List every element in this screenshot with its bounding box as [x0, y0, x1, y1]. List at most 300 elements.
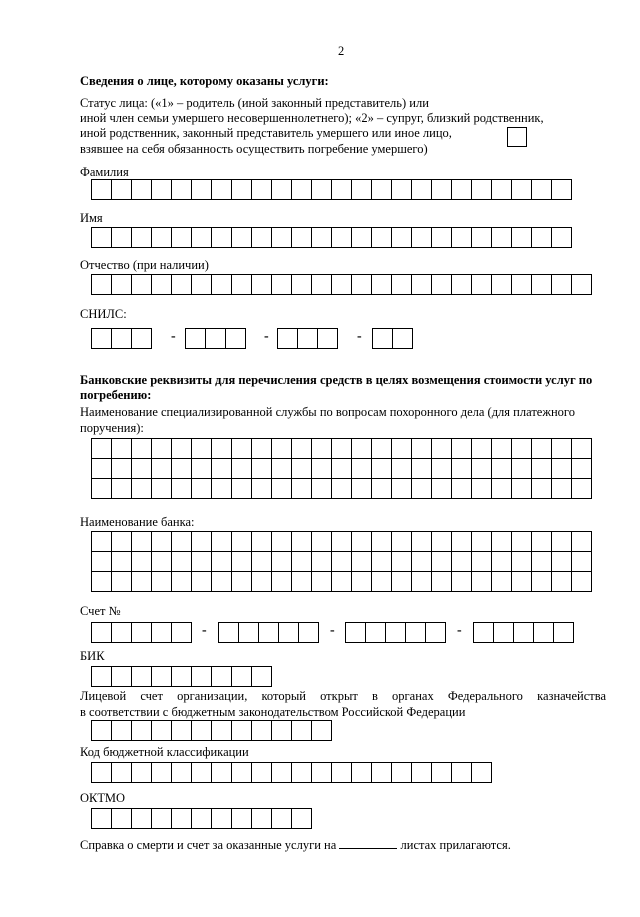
char-cell[interactable] — [291, 227, 312, 248]
char-cell[interactable] — [351, 179, 372, 200]
char-cell[interactable] — [491, 227, 512, 248]
char-cell[interactable] — [291, 438, 312, 459]
char-cell[interactable] — [571, 531, 592, 552]
char-cell[interactable] — [131, 438, 152, 459]
char-cell[interactable] — [171, 720, 192, 741]
char-cell[interactable] — [111, 478, 132, 499]
char-cell[interactable] — [211, 227, 232, 248]
char-cell[interactable] — [225, 328, 246, 349]
surname-field[interactable] — [91, 179, 571, 200]
char-cell[interactable] — [431, 762, 452, 783]
char-cell[interactable] — [238, 622, 259, 643]
char-cell[interactable] — [111, 274, 132, 295]
char-cell[interactable] — [171, 551, 192, 572]
char-cell[interactable] — [511, 227, 532, 248]
char-cell[interactable] — [191, 666, 212, 687]
char-cell[interactable] — [111, 571, 132, 592]
char-cell[interactable] — [471, 179, 492, 200]
char-cell[interactable] — [431, 438, 452, 459]
char-cell[interactable] — [131, 720, 152, 741]
char-cell[interactable] — [251, 227, 272, 248]
char-cell[interactable] — [471, 458, 492, 479]
char-cell[interactable] — [371, 551, 392, 572]
char-cell[interactable] — [291, 720, 312, 741]
char-cell[interactable] — [231, 227, 252, 248]
char-cell[interactable] — [111, 666, 132, 687]
char-cell[interactable] — [431, 274, 452, 295]
char-cell[interactable] — [151, 179, 172, 200]
char-cell[interactable] — [111, 458, 132, 479]
char-cell[interactable] — [151, 531, 172, 552]
char-cell[interactable] — [211, 551, 232, 572]
char-cell[interactable] — [258, 622, 279, 643]
char-cell[interactable] — [391, 227, 412, 248]
char-cell[interactable] — [451, 179, 472, 200]
char-cell[interactable] — [471, 551, 492, 572]
char-cell[interactable] — [171, 179, 192, 200]
char-cell[interactable] — [551, 274, 572, 295]
char-cell[interactable] — [151, 808, 172, 829]
char-cell[interactable] — [231, 808, 252, 829]
char-cell[interactable] — [211, 531, 232, 552]
account-field-part-1[interactable] — [91, 622, 191, 643]
char-cell[interactable] — [191, 808, 212, 829]
char-cell[interactable] — [231, 720, 252, 741]
char-cell[interactable] — [111, 531, 132, 552]
char-cell[interactable] — [291, 762, 312, 783]
char-cell[interactable] — [131, 622, 152, 643]
char-cell[interactable] — [531, 531, 552, 552]
char-cell[interactable] — [431, 531, 452, 552]
char-cell[interactable] — [218, 622, 239, 643]
char-cell[interactable] — [531, 478, 552, 499]
char-cell[interactable] — [471, 438, 492, 459]
char-cell[interactable] — [331, 179, 352, 200]
char-cell[interactable] — [451, 458, 472, 479]
char-cell[interactable] — [211, 666, 232, 687]
char-cell[interactable] — [231, 458, 252, 479]
char-cell[interactable] — [191, 762, 212, 783]
char-cell[interactable] — [491, 438, 512, 459]
char-cell[interactable] — [571, 478, 592, 499]
char-cell[interactable] — [372, 328, 393, 349]
char-cell[interactable] — [291, 478, 312, 499]
char-cell[interactable] — [411, 531, 432, 552]
char-cell[interactable] — [531, 274, 552, 295]
char-cell[interactable] — [191, 531, 212, 552]
char-cell[interactable] — [171, 274, 192, 295]
char-cell[interactable] — [131, 808, 152, 829]
char-cell[interactable] — [291, 274, 312, 295]
char-cell[interactable] — [171, 478, 192, 499]
char-cell[interactable] — [311, 458, 332, 479]
char-cell[interactable] — [317, 328, 338, 349]
char-cell[interactable] — [111, 179, 132, 200]
char-cell[interactable] — [91, 179, 112, 200]
char-cell[interactable] — [391, 458, 412, 479]
char-cell[interactable] — [431, 478, 452, 499]
char-cell[interactable] — [553, 622, 574, 643]
char-cell[interactable] — [251, 458, 272, 479]
char-cell[interactable] — [551, 551, 572, 572]
char-cell[interactable] — [251, 571, 272, 592]
char-cell[interactable] — [371, 531, 392, 552]
char-cell[interactable] — [471, 571, 492, 592]
char-cell[interactable] — [211, 274, 232, 295]
char-cell[interactable] — [551, 458, 572, 479]
char-cell[interactable] — [371, 227, 392, 248]
char-cell[interactable] — [491, 551, 512, 572]
char-cell[interactable] — [531, 551, 552, 572]
char-cell[interactable] — [191, 720, 212, 741]
char-cell[interactable] — [331, 438, 352, 459]
char-cell[interactable] — [251, 551, 272, 572]
char-cell[interactable] — [411, 179, 432, 200]
char-cell[interactable] — [111, 438, 132, 459]
char-cell[interactable] — [151, 762, 172, 783]
char-cell[interactable] — [91, 438, 112, 459]
char-cell[interactable] — [351, 227, 372, 248]
char-cell[interactable] — [211, 478, 232, 499]
char-cell[interactable] — [551, 179, 572, 200]
personal-account-field[interactable] — [91, 720, 331, 741]
char-cell[interactable] — [371, 274, 392, 295]
char-cell[interactable] — [91, 328, 112, 349]
char-cell[interactable] — [91, 808, 112, 829]
char-cell[interactable] — [411, 227, 432, 248]
char-cell[interactable] — [493, 622, 514, 643]
char-cell[interactable] — [271, 227, 292, 248]
char-cell[interactable] — [91, 720, 112, 741]
char-cell[interactable] — [371, 179, 392, 200]
char-cell[interactable] — [171, 666, 192, 687]
char-cell[interactable] — [231, 274, 252, 295]
char-cell[interactable] — [291, 571, 312, 592]
char-cell[interactable] — [511, 571, 532, 592]
char-cell[interactable] — [171, 531, 192, 552]
char-cell[interactable] — [551, 478, 572, 499]
char-cell[interactable] — [311, 720, 332, 741]
char-cell[interactable] — [533, 622, 554, 643]
char-cell[interactable] — [451, 531, 472, 552]
char-cell[interactable] — [91, 551, 112, 572]
char-cell[interactable] — [231, 571, 252, 592]
char-cell[interactable] — [271, 571, 292, 592]
char-cell[interactable] — [491, 274, 512, 295]
char-cell[interactable] — [251, 720, 272, 741]
account-field-part-3[interactable] — [345, 622, 445, 643]
char-cell[interactable] — [511, 551, 532, 572]
char-cell[interactable] — [431, 571, 452, 592]
char-cell[interactable] — [91, 762, 112, 783]
char-cell[interactable] — [451, 478, 472, 499]
char-cell[interactable] — [551, 438, 572, 459]
char-cell[interactable] — [278, 622, 299, 643]
char-cell[interactable] — [111, 762, 132, 783]
char-cell[interactable] — [91, 622, 112, 643]
char-cell[interactable] — [451, 571, 472, 592]
char-cell[interactable] — [211, 458, 232, 479]
char-cell[interactable] — [277, 328, 298, 349]
char-cell[interactable] — [471, 478, 492, 499]
snils-field-part-1[interactable] — [91, 328, 151, 349]
char-cell[interactable] — [297, 328, 318, 349]
char-cell[interactable] — [211, 720, 232, 741]
char-cell[interactable] — [311, 227, 332, 248]
grid-row[interactable] — [91, 478, 591, 499]
char-cell[interactable] — [411, 438, 432, 459]
char-cell[interactable] — [211, 762, 232, 783]
char-cell[interactable] — [111, 551, 132, 572]
grid-row[interactable] — [91, 438, 591, 459]
char-cell[interactable] — [392, 328, 413, 349]
char-cell[interactable] — [251, 438, 272, 459]
char-cell[interactable] — [271, 458, 292, 479]
char-cell[interactable] — [191, 478, 212, 499]
char-cell[interactable] — [451, 551, 472, 572]
char-cell[interactable] — [391, 551, 412, 572]
char-cell[interactable] — [451, 227, 472, 248]
char-cell[interactable] — [151, 571, 172, 592]
char-cell[interactable] — [251, 478, 272, 499]
patronymic-field[interactable] — [91, 274, 591, 295]
grid-row[interactable] — [91, 531, 591, 552]
char-cell[interactable] — [271, 808, 292, 829]
char-cell[interactable] — [431, 551, 452, 572]
char-cell[interactable] — [471, 762, 492, 783]
char-cell[interactable] — [311, 571, 332, 592]
char-cell[interactable] — [151, 551, 172, 572]
char-cell[interactable] — [551, 571, 572, 592]
char-cell[interactable] — [331, 551, 352, 572]
char-cell[interactable] — [231, 179, 252, 200]
char-cell[interactable] — [385, 622, 406, 643]
char-cell[interactable] — [191, 551, 212, 572]
char-cell[interactable] — [531, 227, 552, 248]
account-field-part-2[interactable] — [218, 622, 318, 643]
char-cell[interactable] — [431, 179, 452, 200]
char-cell[interactable] — [371, 762, 392, 783]
char-cell[interactable] — [571, 458, 592, 479]
char-cell[interactable] — [451, 762, 472, 783]
char-cell[interactable] — [251, 808, 272, 829]
char-cell[interactable] — [171, 762, 192, 783]
char-cell[interactable] — [311, 551, 332, 572]
char-cell[interactable] — [511, 179, 532, 200]
char-cell[interactable] — [151, 666, 172, 687]
char-cell[interactable] — [331, 274, 352, 295]
char-cell[interactable] — [511, 438, 532, 459]
char-cell[interactable] — [491, 458, 512, 479]
char-cell[interactable] — [551, 531, 572, 552]
char-cell[interactable] — [431, 227, 452, 248]
char-cell[interactable] — [331, 762, 352, 783]
char-cell[interactable] — [131, 551, 152, 572]
char-cell[interactable] — [131, 179, 152, 200]
char-cell[interactable] — [211, 571, 232, 592]
char-cell[interactable] — [473, 622, 494, 643]
char-cell[interactable] — [191, 179, 212, 200]
char-cell[interactable] — [271, 179, 292, 200]
char-cell[interactable] — [171, 227, 192, 248]
char-cell[interactable] — [471, 531, 492, 552]
char-cell[interactable] — [351, 531, 372, 552]
char-cell[interactable] — [271, 720, 292, 741]
char-cell[interactable] — [513, 622, 534, 643]
char-cell[interactable] — [171, 622, 192, 643]
snils-field-part-3[interactable] — [277, 328, 337, 349]
char-cell[interactable] — [531, 179, 552, 200]
char-cell[interactable] — [271, 478, 292, 499]
char-cell[interactable] — [151, 438, 172, 459]
char-cell[interactable] — [351, 478, 372, 499]
char-cell[interactable] — [491, 179, 512, 200]
char-cell[interactable] — [131, 531, 152, 552]
char-cell[interactable] — [291, 808, 312, 829]
char-cell[interactable] — [91, 274, 112, 295]
snils-field-part-2[interactable] — [185, 328, 245, 349]
char-cell[interactable] — [171, 438, 192, 459]
char-cell[interactable] — [191, 571, 212, 592]
char-cell[interactable] — [211, 438, 232, 459]
char-cell[interactable] — [311, 531, 332, 552]
char-cell[interactable] — [271, 274, 292, 295]
char-cell[interactable] — [571, 571, 592, 592]
char-cell[interactable] — [271, 438, 292, 459]
char-cell[interactable] — [298, 622, 319, 643]
char-cell[interactable] — [311, 274, 332, 295]
kbk-field[interactable] — [91, 762, 491, 783]
char-cell[interactable] — [171, 808, 192, 829]
char-cell[interactable] — [205, 328, 226, 349]
char-cell[interactable] — [251, 274, 272, 295]
account-field-part-4[interactable] — [473, 622, 573, 643]
char-cell[interactable] — [531, 438, 552, 459]
char-cell[interactable] — [131, 227, 152, 248]
char-cell[interactable] — [411, 478, 432, 499]
char-cell[interactable] — [211, 179, 232, 200]
char-cell[interactable] — [91, 478, 112, 499]
char-cell[interactable] — [391, 478, 412, 499]
char-cell[interactable] — [351, 571, 372, 592]
bank-name-field[interactable] — [91, 531, 591, 591]
char-cell[interactable] — [391, 571, 412, 592]
char-cell[interactable] — [111, 720, 132, 741]
char-cell[interactable] — [171, 571, 192, 592]
char-cell[interactable] — [331, 458, 352, 479]
sheet-count-blank[interactable] — [339, 836, 397, 849]
char-cell[interactable] — [111, 622, 132, 643]
oktmo-field[interactable] — [91, 808, 311, 829]
char-cell[interactable] — [231, 438, 252, 459]
char-cell[interactable] — [531, 571, 552, 592]
char-cell[interactable] — [405, 622, 426, 643]
char-cell[interactable] — [351, 458, 372, 479]
char-cell[interactable] — [131, 458, 152, 479]
char-cell[interactable] — [91, 666, 112, 687]
char-cell[interactable] — [411, 762, 432, 783]
char-cell[interactable] — [511, 478, 532, 499]
char-cell[interactable] — [91, 458, 112, 479]
char-cell[interactable] — [111, 808, 132, 829]
char-cell[interactable] — [271, 551, 292, 572]
char-cell[interactable] — [331, 531, 352, 552]
char-cell[interactable] — [471, 227, 492, 248]
char-cell[interactable] — [411, 551, 432, 572]
char-cell[interactable] — [131, 666, 152, 687]
grid-row[interactable] — [91, 571, 591, 592]
char-cell[interactable] — [471, 274, 492, 295]
char-cell[interactable] — [351, 762, 372, 783]
name-field[interactable] — [91, 227, 571, 248]
char-cell[interactable] — [411, 571, 432, 592]
char-cell[interactable] — [451, 438, 472, 459]
grid-row[interactable] — [91, 458, 591, 479]
char-cell[interactable] — [345, 622, 366, 643]
char-cell[interactable] — [571, 274, 592, 295]
char-cell[interactable] — [511, 274, 532, 295]
char-cell[interactable] — [371, 458, 392, 479]
char-cell[interactable] — [411, 274, 432, 295]
status-checkbox[interactable] — [507, 127, 527, 147]
char-cell[interactable] — [291, 458, 312, 479]
snils-field-part-4[interactable] — [372, 328, 412, 349]
char-cell[interactable] — [311, 438, 332, 459]
service-name-field[interactable] — [91, 438, 591, 498]
char-cell[interactable] — [251, 531, 272, 552]
char-cell[interactable] — [151, 227, 172, 248]
char-cell[interactable] — [131, 274, 152, 295]
char-cell[interactable] — [91, 531, 112, 552]
char-cell[interactable] — [151, 720, 172, 741]
char-cell[interactable] — [185, 328, 206, 349]
char-cell[interactable] — [371, 571, 392, 592]
char-cell[interactable] — [131, 328, 152, 349]
char-cell[interactable] — [191, 458, 212, 479]
char-cell[interactable] — [331, 227, 352, 248]
char-cell[interactable] — [291, 531, 312, 552]
char-cell[interactable] — [151, 274, 172, 295]
char-cell[interactable] — [351, 438, 372, 459]
char-cell[interactable] — [291, 179, 312, 200]
char-cell[interactable] — [331, 478, 352, 499]
char-cell[interactable] — [391, 438, 412, 459]
char-cell[interactable] — [191, 274, 212, 295]
char-cell[interactable] — [91, 571, 112, 592]
char-cell[interactable] — [365, 622, 386, 643]
char-cell[interactable] — [311, 762, 332, 783]
char-cell[interactable] — [491, 531, 512, 552]
char-cell[interactable] — [191, 227, 212, 248]
char-cell[interactable] — [331, 571, 352, 592]
char-cell[interactable] — [131, 571, 152, 592]
char-cell[interactable] — [231, 551, 252, 572]
char-cell[interactable] — [491, 478, 512, 499]
char-cell[interactable] — [131, 478, 152, 499]
char-cell[interactable] — [431, 458, 452, 479]
char-cell[interactable] — [391, 762, 412, 783]
char-cell[interactable] — [551, 227, 572, 248]
char-cell[interactable] — [511, 531, 532, 552]
char-cell[interactable] — [131, 762, 152, 783]
char-cell[interactable] — [111, 328, 132, 349]
char-cell[interactable] — [231, 666, 252, 687]
char-cell[interactable] — [371, 438, 392, 459]
char-cell[interactable] — [111, 227, 132, 248]
grid-row[interactable] — [91, 551, 591, 572]
char-cell[interactable] — [391, 179, 412, 200]
char-cell[interactable] — [311, 179, 332, 200]
